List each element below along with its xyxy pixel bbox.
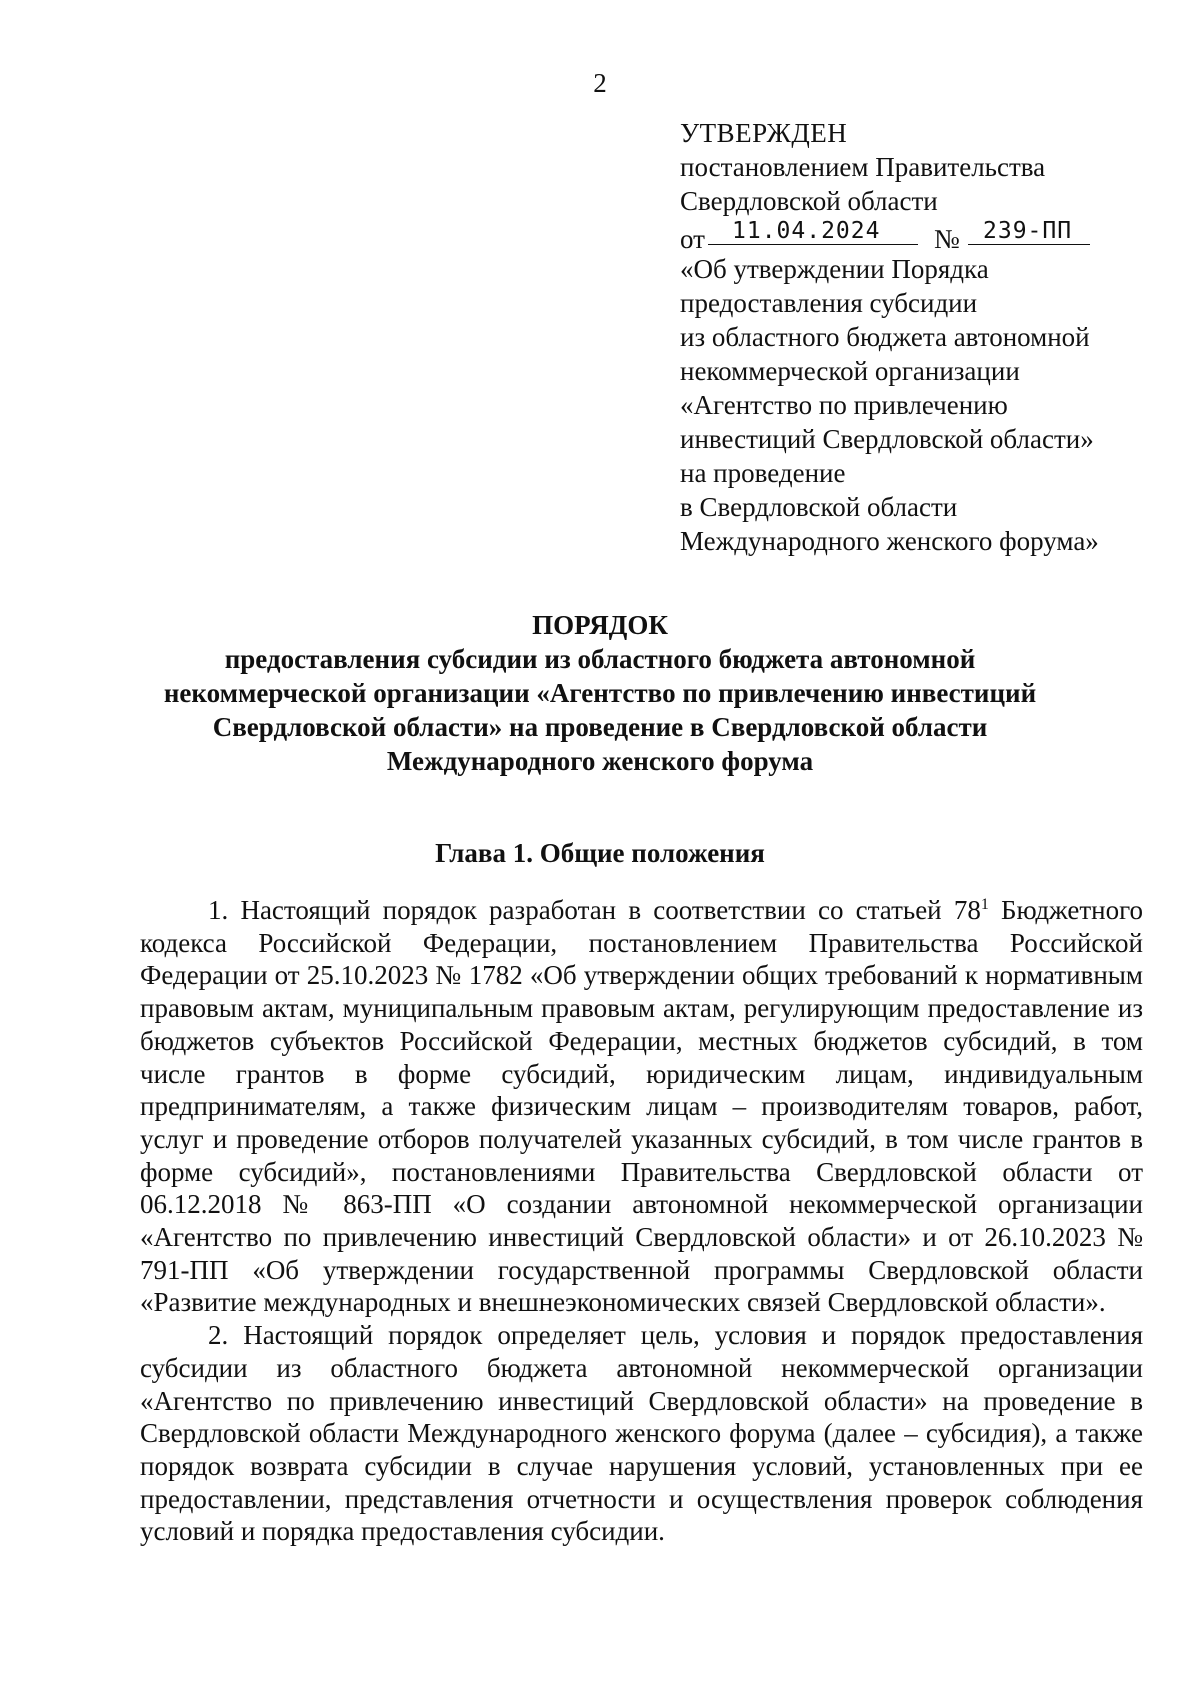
paragraph-1: [140, 894, 1143, 1319]
approval-subject-line: «Агентство по привлечению: [680, 390, 1008, 420]
approval-subject-line: на проведение: [680, 458, 846, 488]
approval-subject-line: инвестиций Свердловской области»: [680, 424, 1094, 454]
date-label: от: [680, 224, 705, 254]
title-line: Международного женского форума: [386, 746, 814, 776]
date-number-line: [680, 218, 1140, 252]
page-number: 2: [593, 68, 607, 98]
approval-subject-line: «Об утверждении Порядка: [680, 254, 989, 284]
approval-subject-line: в Свердловской области: [680, 492, 958, 522]
chapter-heading: Глава 1. Общие положения: [435, 838, 765, 868]
approval-subject-line: Международного женского форума»: [680, 526, 1099, 556]
approval-subject-line: предоставления субсидии: [680, 288, 978, 318]
title-line: предоставления субсидии из областного бюджета автономной: [224, 644, 976, 674]
document-body: [140, 894, 1143, 1548]
title-line: Свердловской области» на проведение в Свердловской области: [212, 712, 988, 742]
title-line: некоммерческой организации «Агентство по привлечению инвестиций: [163, 678, 1037, 708]
approval-line-2: Свердловской области: [680, 186, 938, 216]
approval-subject-line: некоммерческой организации: [680, 356, 1020, 386]
number-value: 239-ПП: [983, 218, 1073, 244]
paragraph-1-text-start: 1. Настоящий порядок разработан в соответствии со статьей 78: [208, 895, 981, 925]
approval-stamp: УТВЕРЖДЕН: [680, 118, 848, 148]
number-label: №: [934, 224, 960, 254]
approval-block: [680, 116, 1140, 558]
paragraph-2: 2. Настоящий порядок определяет цель, условия и порядок предоставления субсидии из областного бюджета автономной некоммерческой организации «Агентство по привлечению инвестиций Свердловской области» на проведение в Свердловской области Международного женского форума (далее – субсидия), а также порядок возврата субсидии в случае нарушения условий, установленных при ее предоставлении, представления отчетности и осуществления проверок соблюдения условий и порядка предоставления субсидии.: [140, 1320, 1143, 1547]
document-title: [0, 608, 1200, 778]
date-value: 11.04.2024: [732, 218, 881, 244]
paragraph-1-text-rest: Бюджетного кодекса Российской Федерации, постановлением Правительства Российской Федерации от 25.10.2023 № 1782 «Об утверждении общих требований к нормативным правовым актам, муниципальным правовым актам, регулирующим предоставление из бюджетов субъектов Российской Федерации, местных бюджетов субсидий, в том числе грантов в форме субсидий, юридическим лицам, индивидуальным предпринимателям, а также физическим лицам – производителям товаров, работ, услуг и проведение отборов получателей указанных субсидий, в том числе грантов в форме субсидий», постановлениями Правительства Свердловской области от 06.12.2018 № 863-ПП «О создании автономной некоммерческой организации «Агентство по привлечению инвестиций Свердловской области» и от 26.10.2023 № 791-ПП «Об утверждении государственной программы Свердловской области «Развитие международных и внешнеэкономических связей Свердловской области».: [140, 895, 1143, 1318]
approval-subject-line: из областного бюджета автономной: [680, 322, 1090, 352]
approval-line-1: постановлением Правительства: [680, 152, 1046, 182]
article-superscript: 1: [980, 896, 989, 913]
title-heading: ПОРЯДОК: [532, 610, 668, 640]
